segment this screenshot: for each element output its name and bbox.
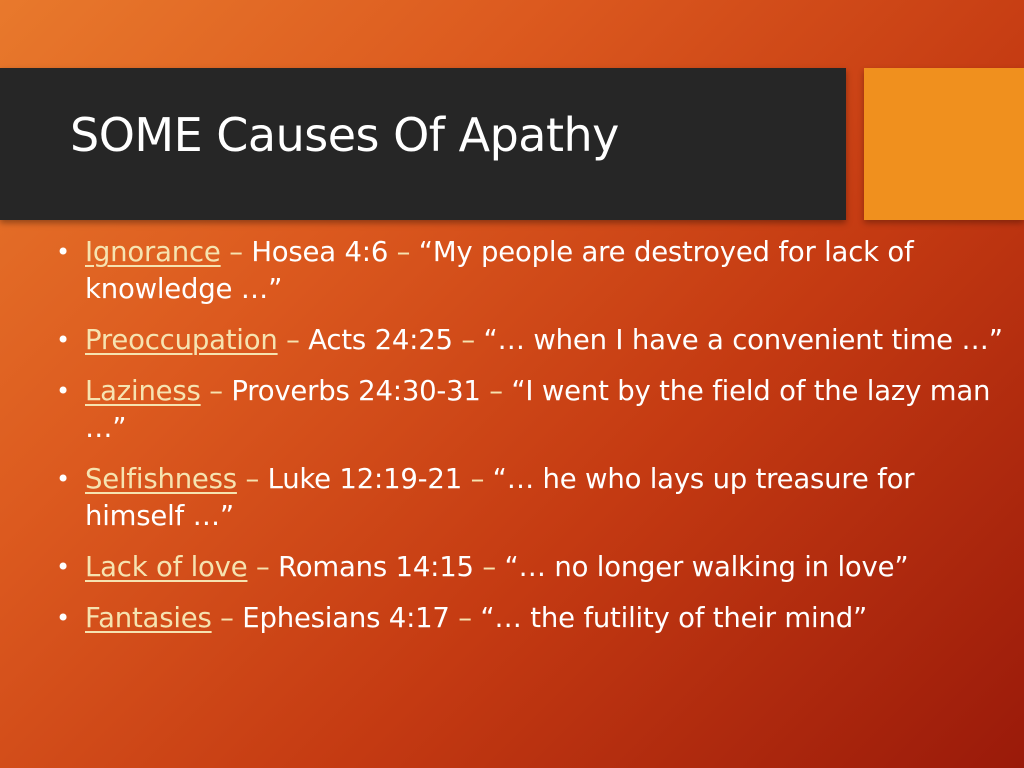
scripture-quote: “… the futility of their mind” xyxy=(480,602,867,634)
list-item xyxy=(56,234,1016,308)
bullet-icon: • xyxy=(56,377,70,405)
separator: – xyxy=(245,463,260,495)
scripture-reference: Luke 12:19-21 xyxy=(267,463,463,495)
scripture-quote: “… he who lays up treasure for himself …” xyxy=(85,463,915,532)
cause-keyword-link[interactable]: Lack of love xyxy=(85,551,248,583)
separator: – xyxy=(489,375,503,407)
separator: – xyxy=(286,324,300,356)
bullet-icon: • xyxy=(56,553,70,581)
cause-keyword-link[interactable]: Ignorance xyxy=(85,236,221,268)
scripture-reference: Proverbs 24:30-31 xyxy=(231,375,481,407)
separator: – xyxy=(396,236,411,268)
scripture-quote: “My people are destroyed for lack of knowledge …” xyxy=(85,236,914,305)
bullet-icon: • xyxy=(56,238,70,266)
scripture-quote: “… no longer walking in love” xyxy=(504,551,909,583)
separator: – xyxy=(461,324,475,356)
bullet-icon: • xyxy=(56,604,70,632)
bullet-icon: • xyxy=(56,465,70,493)
cause-keyword-link[interactable]: Fantasies xyxy=(85,602,212,634)
scripture-quote: “I went by the field of the lazy man …” xyxy=(85,375,991,444)
accent-block xyxy=(864,68,1024,220)
cause-keyword-link[interactable]: Selfishness xyxy=(85,463,237,495)
scripture-quote: “… when I have a convenient time …” xyxy=(483,324,1003,356)
cause-keyword-link[interactable]: Preoccupation xyxy=(85,324,278,356)
cause-keyword-link[interactable]: Laziness xyxy=(85,375,201,407)
bullet-list xyxy=(56,234,1016,651)
list-item xyxy=(56,461,1016,535)
separator: – xyxy=(458,602,472,634)
separator: – xyxy=(470,463,485,495)
scripture-reference: Acts 24:25 xyxy=(308,324,453,356)
separator: – xyxy=(256,551,270,583)
bullet-icon: • xyxy=(56,326,70,354)
list-item xyxy=(56,549,1016,586)
list-item xyxy=(56,600,1016,637)
separator: – xyxy=(229,236,243,268)
separator: – xyxy=(220,602,234,634)
separator: – xyxy=(209,375,223,407)
list-item xyxy=(56,373,1016,447)
slide-title: SOME Causes Of Apathy xyxy=(70,108,619,162)
separator: – xyxy=(482,551,496,583)
scripture-reference: Hosea 4:6 xyxy=(251,236,389,268)
scripture-reference: Romans 14:15 xyxy=(278,551,474,583)
list-item xyxy=(56,322,1016,359)
scripture-reference: Ephesians 4:17 xyxy=(242,602,450,634)
